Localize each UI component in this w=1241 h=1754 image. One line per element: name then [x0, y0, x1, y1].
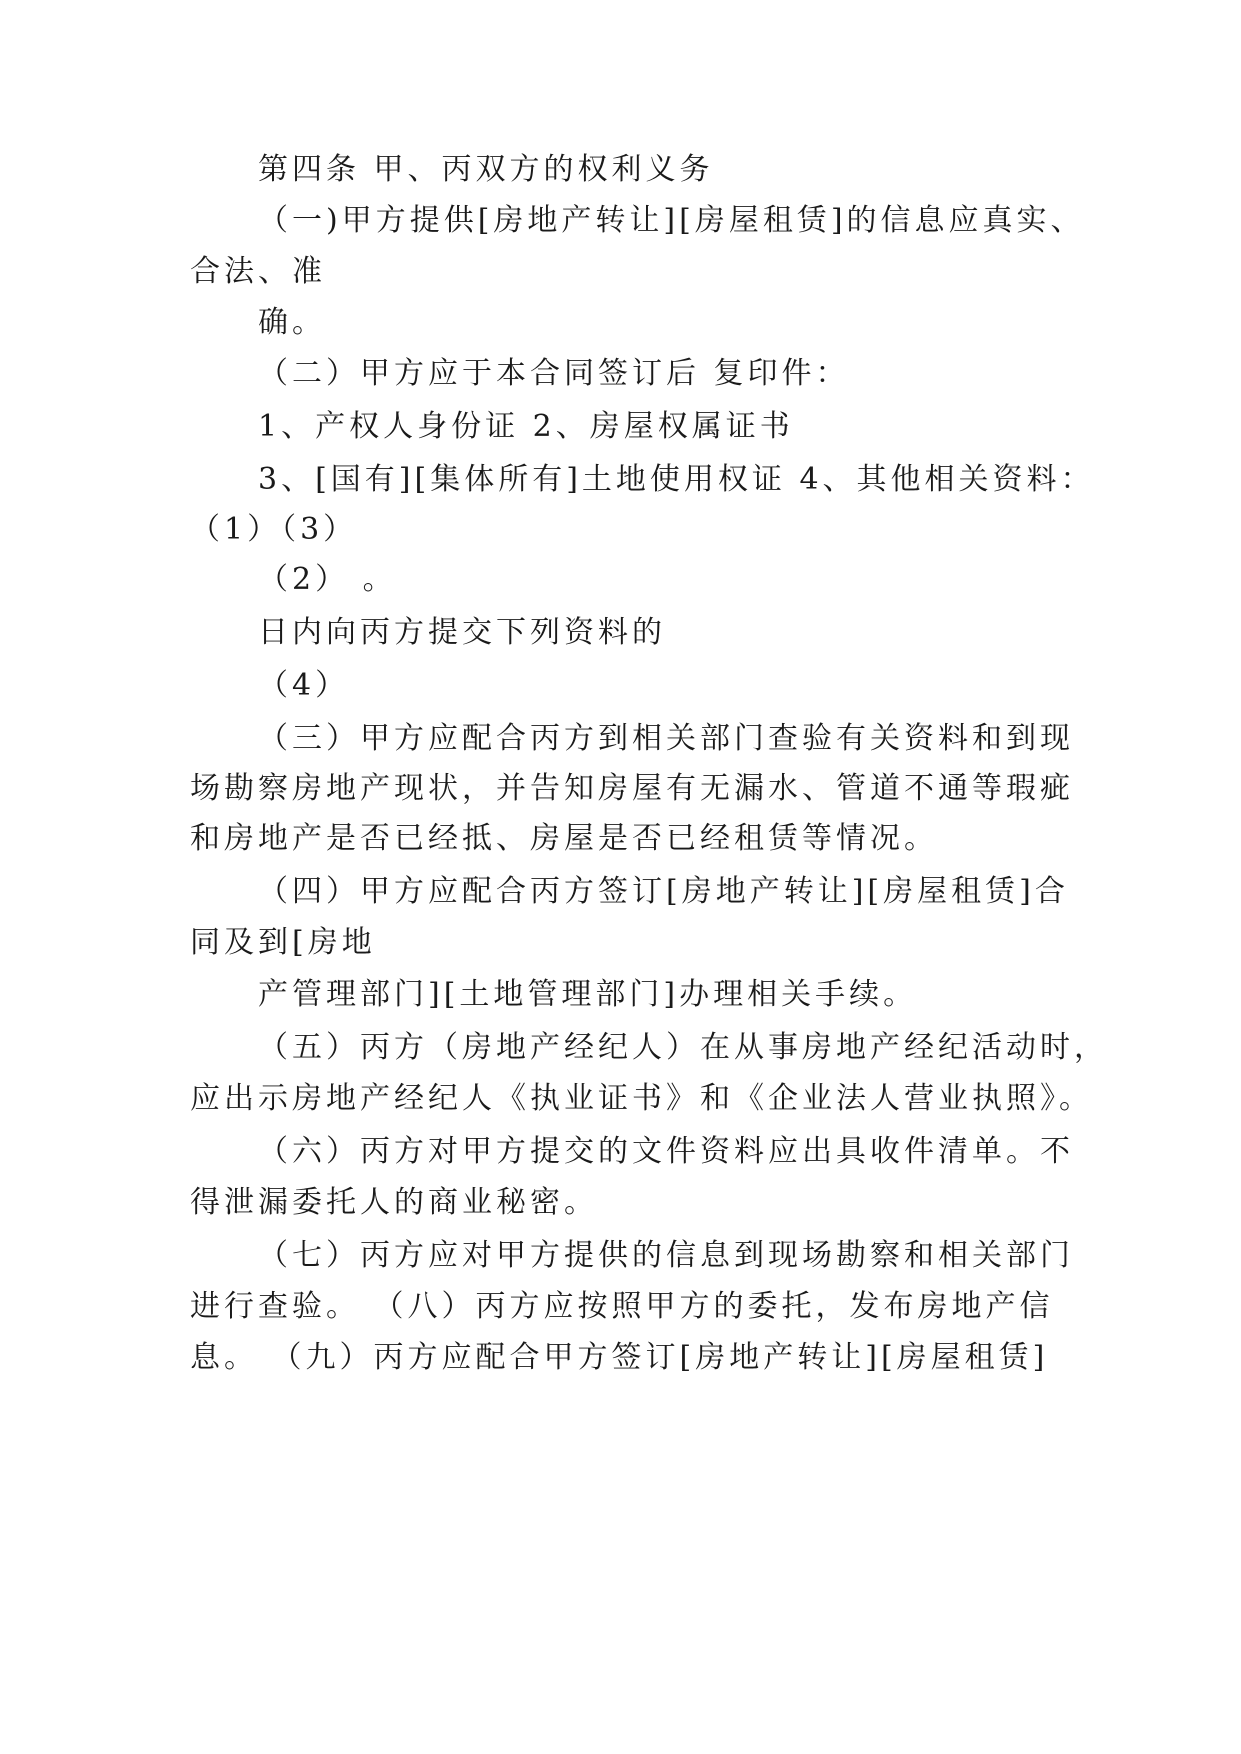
clause-2-item-3-4: 3、[国有][集体所有]土地使用权证 4、其他相关资料： [258, 462, 1095, 497]
clause-1-line-2: 合法、准 [190, 254, 326, 289]
clause-6-line-1: （六）丙方对甲方提交的文件资料应出具收件清单。不 [258, 1134, 1074, 1169]
clause-8-9-line: 息。 （九）丙方应配合甲方签订[房地产转让][房屋租赁] [190, 1340, 1049, 1375]
clause-2-sub-2: （2） 。 [258, 562, 397, 597]
clause-1-line-1: （一)甲方提供[房地产转让][房屋租赁]的信息应真实、 [258, 203, 1085, 238]
clause-3-line-1: （三）甲方应配合丙方到相关部门查验有关资料和到现 [258, 721, 1074, 756]
clause-4-line-3: 产管理部门][土地管理部门]办理相关手续。 [258, 977, 918, 1012]
clause-1-line-3: 确。 [258, 305, 326, 340]
clause-7-8-line: 进行查验。 （八）丙方应按照甲方的委托，发布房地产信 [190, 1289, 1054, 1324]
clause-4-line-1: （四）甲方应配合丙方签订[房地产转让][房屋租赁]合 [258, 874, 1069, 909]
clause-3-line-2: 场勘察房地产现状，并告知房屋有无漏水、管道不通等瑕疵 [190, 771, 1074, 806]
clause-3-line-3: 和房地产是否已经抵、房屋是否已经租赁等情况。 [190, 821, 938, 856]
clause-7-line-1: （七）丙方应对甲方提供的信息到现场勘察和相关部门 [258, 1238, 1074, 1273]
clause-2-days: 日内向丙方提交下列资料的 [258, 615, 666, 650]
clause-6-line-2: 得泄漏委托人的商业秘密。 [190, 1185, 598, 1220]
clause-5-line-2: 应出示房地产经纪人《执业证书》和《企业法人营业执照》。 [190, 1081, 1093, 1116]
article-heading: 第四条 甲、丙双方的权利义务 [258, 152, 714, 187]
clause-2-line-1: （二）甲方应于本合同签订后 复印件： [258, 356, 850, 391]
clause-4-line-2: 同及到[房地 [190, 925, 376, 960]
clause-2-sub-4: （4） [258, 668, 350, 703]
clause-2-sub-1-3: （1）（3） [190, 512, 358, 547]
clause-2-item-1-2: 1、产权人身份证 2、房屋权属证书 [258, 409, 794, 444]
clause-5-line-1: （五）丙方（房地产经纪人）在从事房地产经纪活动时， [258, 1030, 1108, 1065]
